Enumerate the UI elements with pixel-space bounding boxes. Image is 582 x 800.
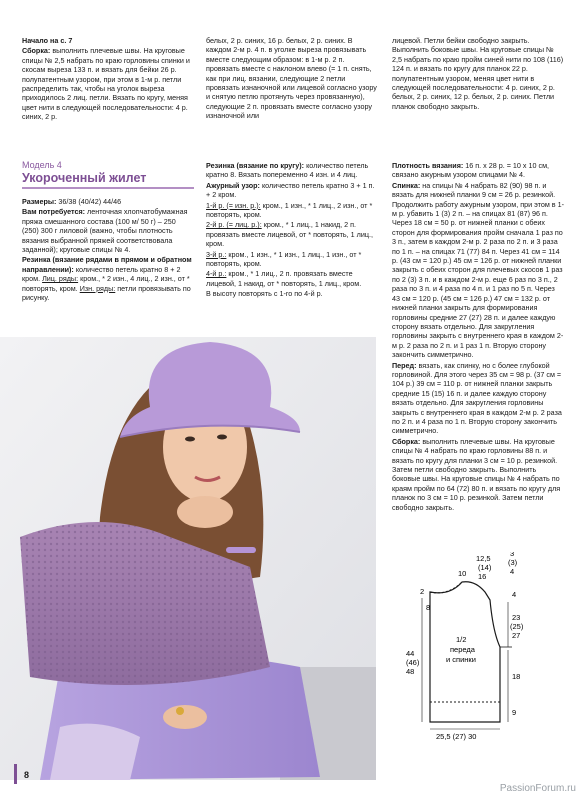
row2-text: кром., * 1 лиц., 1 накид, 2 п. провязать вместе лицевой, от * повторять, 1 лиц., кром. — [206, 220, 373, 249]
svg-text:16: 16 — [478, 572, 487, 581]
rib-rows-text: количество петель кратно 8 + 2 кром. — [22, 264, 181, 284]
page-number: 8 — [24, 770, 30, 780]
neck-width-label: 10 — [458, 569, 467, 578]
svg-text:(14): (14) — [478, 563, 492, 572]
back-label: Спинка: — [392, 180, 421, 190]
hand — [177, 496, 233, 528]
front-text: вязать, как спинку, но с более глубокой горловиной. Для этого через 35 см = 98 р. (37 см = 104 р.) 39 см = 110 р. от нижней планки закрыть средние 15 (15) 16 п. и далее каждую сторону вязать отдельно. Для закругления горловины закрыть с внутреннего края в каждом 2-м р. 2 раза по 2 п. и 4 раза по 1 п. Вторую сторону закончить симметрично. — [392, 360, 562, 436]
boot — [50, 724, 140, 780]
page-number-marker — [14, 764, 17, 784]
row4-text: кром., * 1 лиц., 2 п. провязать вместе лицевой, 1 накид, от * повторять, 1 лиц., кром. — [206, 269, 362, 288]
row3-text: кром., 1 изн., * 1 изн., 1 лиц., 1 изн., от * повторять, кром. — [206, 249, 362, 269]
rib-round-label: Резинка (вязание по кругу): — [206, 161, 305, 170]
rib-face-text: кром., * 2 изн., 4 лиц., 2 изн., от * повторять, кром. — [22, 274, 190, 293]
continued-text-column-right — [392, 36, 564, 112]
svg-text:48: 48 — [406, 667, 415, 676]
model-photo — [0, 337, 376, 780]
final-assembly-text: выполнить плечевые швы. На круговые спицы № 4 набрать по краю горловины 88 п. и вязать по кругу для планки 3 см = 10 р. резинкой. Затем петли свободно закрыть. Выполнить боковые швы. На круговые спицы № 4 набрать по краям пройм по 64 (72) 80 п. и вязать по кругу для планок по 3 см = 10 р. резинкой. Затем петли свободно закрыть. — [392, 436, 561, 512]
model-header — [22, 160, 194, 189]
final-assembly-label: Сборка: — [392, 436, 421, 446]
density-label: Плотность вязания: — [392, 161, 464, 170]
svg-text:27: 27 — [512, 631, 521, 640]
armhole-label: 23 — [512, 613, 521, 622]
svg-text:и спинки: и спинки — [446, 655, 476, 664]
right-shoulder-label: 4 — [512, 590, 517, 599]
row2-label: 2-й р. (= лиц. р.): — [206, 220, 262, 230]
row4-label: 4-й р.: — [206, 269, 227, 279]
rib-back-label: Изн. ряды: — [79, 283, 116, 293]
shoulder-top-label: 3 — [510, 552, 515, 558]
assembly-text: выполнить плечевые швы. На круговые спицы № 2,5 набрать по краю горловины спинки и скосам выреза 133 п. и вязать для бейки 26 р. полупатентным узором, при этом в 1-м р. петли распределить так, чтобы на уголок выреза приходилось 2 лиц. петли. Вязать по кругу, меняя цвет нити в следующей последовательности: 4 р. синих, 2 р. — [22, 46, 190, 122]
lace-text: количество петель кратно 3 + 1 п. + 2 кром. — [206, 180, 375, 200]
model-title: Укороченный жилет — [22, 171, 147, 185]
model-label: Модель 4 — [22, 160, 62, 170]
rib-rows-label: Резинка (вязание рядами в прямом и обратном направлении): — [22, 255, 192, 274]
materials-column — [22, 197, 194, 303]
sizes-text: 36/38 (40/42) 44/46 — [58, 197, 122, 206]
row3-label: 3-й р.: — [206, 249, 227, 259]
title-divider — [22, 187, 194, 189]
svg-text:(46): (46) — [406, 658, 420, 667]
instructions-column — [392, 161, 564, 513]
front-label: Перед: — [392, 360, 417, 370]
svg-text:переда: переда — [450, 645, 475, 654]
lace-label: Ажурный узор: — [206, 180, 260, 190]
row1-text: кром., 1 изн., * 1 лиц., 2 изн., от * повторять, кром. — [206, 200, 373, 220]
density-text: 16 п. x 28 р. = 10 x 10 см, связано ажурным узором спицами № 4. — [392, 161, 550, 180]
ring — [176, 707, 184, 715]
total-length-label: 44 — [406, 649, 415, 658]
start-note: Начало на с. 7 — [22, 36, 73, 45]
row1-label: 1-й р. (= изн. р.): — [206, 200, 261, 210]
rib-face-label: Лиц. ряды: — [42, 274, 79, 284]
bottom-width-label: 25,5 (27) 30 — [436, 732, 477, 741]
rib-round-text: количество петель кратно 8. Вязать попеременно 4 изн. и 4 лиц. — [206, 161, 369, 180]
sizes-label: Размеры: — [22, 197, 57, 206]
continued-assembly-column — [22, 36, 194, 123]
assembly-label: Сборка: — [22, 46, 51, 56]
height-repeat-text: В высоту повторять с 1-го по 4-й р. — [206, 289, 323, 299]
back-text: на спицы № 4 набрать 82 (90) 98 п. и вязать для нижней планки 9 см = 26 р. резинкой. Продолжить работу ажурным узором, при этом в 1-м р. убавить 1 (3) 2 п. – на спицах 81 (87) 96 п. Через 18 см = 50 р. от нижней планки с обеих сторон для формирования пройм сначала 1 раз по 3 п., затем в каждом 2-м р. 2 раза по 2 п. и 3 раза по 1 п. – на спицах 71 (77) 84 п. Через 41 см = 114 р. (43 см = 120 р.) 45 см = 126 р. от нижней планки закрыть с обеих сторон для плечевых скосов 1 раз по 2 (3) 3 п. и в каждом 2-м р. еще 6 раз по 3 п., 2 раза по 3 п. и 4 раза по 4 п. и 1 раз по 5 п. Через 43 см = 120 р. (45 см = 126 р.) 47 см = 132 р. от нижней планки закрыть для формирования горловины средние 27 (27) 28 п. и далее каждую сторону вязать отдельно. Для закругления горловины закрыть с внутреннего края в каждом 2-м р. 2 раза по 2 п. и 1 раз 1 п. Вторую сторону закончить симметрично. — [392, 180, 564, 360]
center-label: 1/2 — [456, 635, 467, 644]
continued-text-mid: белых, 2 р. синих, 16 р. белых, 2 р. синих. В каждом 2-м р. 4 п. в уголке выреза провязывать вместе следующим образом: в 1-м р. 2 п. провязать вместе с наклоном влево (= 1 п. снять, как при лиц. вязании, следующие 2 петли провязать изнаночной или лицевой согласно узору и снятую петлю протянуть через провязанную), следующие 2 п. провязать вместе согласно узору изнаночной или — [206, 36, 377, 121]
patterns-column — [206, 161, 378, 300]
bottom-band-label: 9 — [512, 708, 517, 717]
garment-schematic — [400, 552, 565, 742]
continued-text-right: лицевой. Петли бейки свободно закрыть. Выполнить боковые швы. На круговые спицы № 2,5 набрать по краю пройм синей нити по 108 (116) 124 п. и вязать по кругу для планок 22 р. полупатентным узором, меняя цвет нити в следующей последовательности: 4 р. синих, 2 р. белых, 2 р. синих, 12 р. белых, 2 р. синих. Петли планок свободно закрыть. — [392, 36, 564, 111]
rib-back-text: петли провязывать по рисунку. — [22, 283, 191, 303]
svg-text:(25): (25) — [510, 622, 524, 631]
hand-on-knee — [163, 705, 207, 729]
continued-text-column-mid — [206, 36, 378, 122]
svg-text:(3): (3) — [508, 558, 518, 567]
side-height-label: 18 — [512, 672, 521, 681]
neck-drop-label: 2 — [420, 587, 425, 596]
watermark-text: PassionForum.ru — [499, 783, 576, 794]
bracelet — [226, 547, 256, 553]
materials-label: Вам потребуется: — [22, 207, 86, 217]
svg-text:4: 4 — [510, 567, 515, 576]
front-neck-drop-label: 8 — [426, 603, 431, 612]
materials-text: ленточная хлопчатобумажная пряжа смешанного состава (100 м/ 50 г) – 250 (250) 300 г лиловой (важно, чтобы плотность вязания выбранной пряжей соответствовала заданной); круговые спицы № 4. — [22, 207, 188, 255]
shoulder-width-label: 12,5 — [476, 554, 491, 563]
